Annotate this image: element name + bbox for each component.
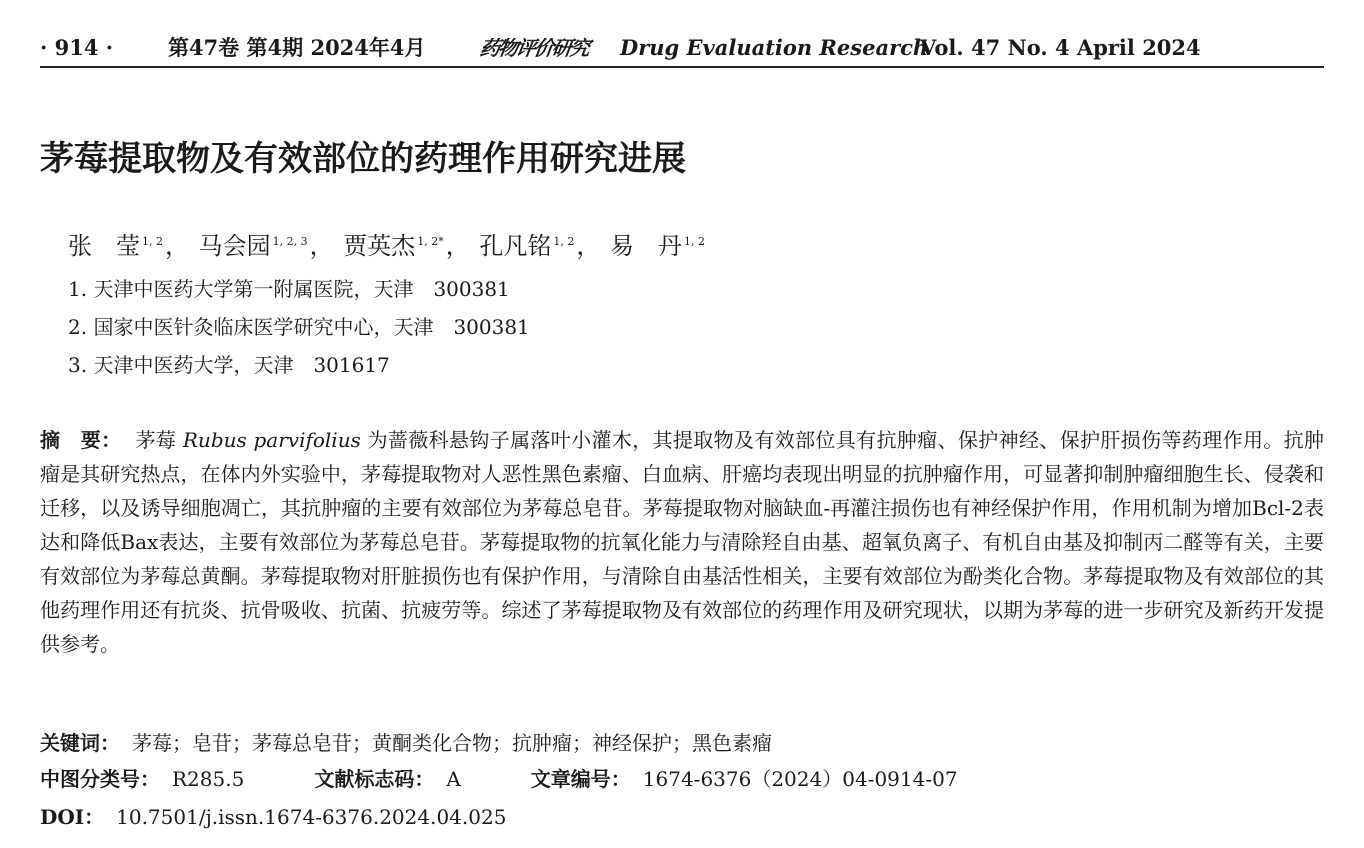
doc-code-label: 文献标志码： (314, 767, 435, 791)
affiliation: 1. 天津中医药大学第一附属医院，天津 300381 (68, 277, 510, 301)
author: 易 丹 $^{1, 2}$ (610, 232, 706, 260)
abstract-lead: 茅莓 (135, 428, 177, 452)
clc-value: R285.5 (172, 767, 245, 791)
species-latin-name: Rubus parvifolius (182, 428, 361, 452)
doi-label: DOI： (40, 805, 105, 829)
abstract-text: 为蔷薇科悬钩子属落叶小灌木，其提取物及有效部位具有抗肿瘤、保护神经、保护肝损伤等药理作用。抗肿瘤是其研究热点，在体内外实验中，茅莓提取物对人恶性黑色素瘤、白血病、肝癌均表现出明显的抗肿瘤作用，可显著抑制肿瘤细胞生长、侵袭和迁移，以及诱导细胞凋亡，其抗肿瘤的主要有效部位为茅莓总皂苷。茅莓提取物对脑缺血-再灌注损伤也有神经保护作用，作用机制为增加Bcl-2表达和降低Bax表达，主要有效部位为茅莓总皂苷。茅莓提取物的抗氧化能力与清除羟自由基、超氧负离子、有机自由基及抑制丙二醛等有关，主要有效部位为茅莓总黄酮。茅莓提取物对肝脏损伤也有保护作用，与清除自由基活性相关，主要有效部位为酚类化合物。茅莓提取物及有效部位的其他药理作用还有抗炎、抗骨吸收、抗菌、抗疲劳等。综述了茅莓提取物及有效部位的药理作用及研究现状，以期为茅莓的进一步研究及新药开发提供参考。 (40, 428, 1325, 656)
journal-logo: 药物评价研究 (478, 36, 590, 60)
author: 孔凡铭 $^{1, 2}$ (479, 232, 575, 260)
journal-name-en: Drug Evaluation Research (620, 35, 929, 60)
page-number: · 914 · (40, 35, 114, 60)
abstract (40, 423, 1324, 661)
affiliation-list (68, 270, 530, 384)
clc-label: 中图分类号： (40, 767, 160, 791)
keywords-label: 关键词： (40, 731, 120, 755)
affiliation: 2. 国家中医针灸临床医学研究中心，天津 300381 (68, 315, 530, 339)
abstract-label: 摘 要： (40, 428, 122, 452)
article-title: 茅莓提取物及有效部位的药理作用研究进展 (40, 139, 686, 179)
affiliation: 3. 天津中医药大学，天津 301617 (68, 353, 390, 377)
keywords-text: 茅莓；皂苷；茅莓总皂苷；黄酮类化合物；抗肿瘤；神经保护；黑色素瘤 (132, 731, 772, 755)
keywords (40, 728, 772, 758)
running-header (40, 30, 1324, 68)
article-no-value: 1674-6376（2024）04-0914-07 (642, 767, 958, 791)
author-corresponding: 贾英杰 $^{1, 2*}$ (343, 232, 444, 260)
article-no-label: 文章编号： (530, 767, 631, 791)
author-list: 张 莹 $^{1, 2}$， 马会园 $^{1, 2, 3}$， 贾英杰 $^{1, 2*}$， 孔凡铭 $^{1, 2}$， 易 丹 $^{1, 2}$ (68, 232, 706, 260)
classification-line (40, 764, 958, 794)
doi (40, 802, 506, 832)
author: 张 莹 $^{1, 2}$ (68, 232, 163, 260)
doi-value[interactable]: 10.7501/j.issn.1674-6376.2024.04.025 (116, 805, 507, 829)
journal-issue-cn: 第47卷 第4期 2024年4月 (168, 35, 426, 60)
volume-issue-en: Vol. 47 No. 4 April 2024 (920, 35, 1201, 60)
doc-code-value: A (446, 767, 461, 791)
author: 马会园 $^{1, 2, 3}$ (198, 232, 308, 260)
